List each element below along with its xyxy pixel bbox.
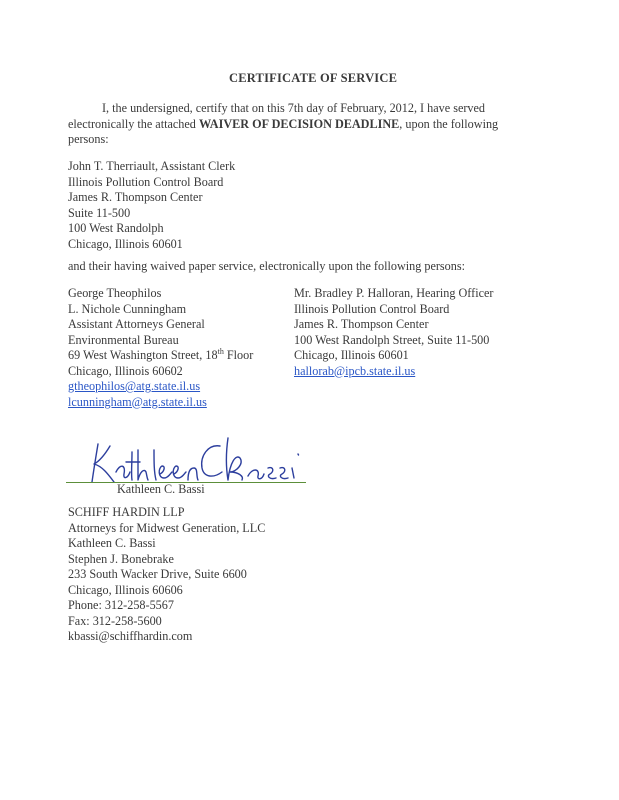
signatory-name: Kathleen C. Bassi (117, 482, 205, 496)
address-line: Illinois Pollution Control Board (68, 174, 224, 189)
recipient-line: 100 West Randolph Street, Suite 11-500 (294, 332, 490, 347)
recipient-line: L. Nichole Cunningham (68, 301, 187, 316)
firm-line: Chicago, Illinois 60606 (68, 582, 183, 597)
intro-line-1: I, the undersigned, certify that on this 7th day of February, 2012, I have served (102, 101, 486, 115)
firm-phone: Phone: 312-258-5567 (68, 598, 174, 612)
right-recipient-block (294, 286, 493, 379)
intro-line-3: persons: (68, 132, 109, 146)
intro-line-2-post: , upon the following (399, 116, 499, 131)
clerk-address-block (68, 159, 235, 252)
recipient-line: Illinois Pollution Control Board (294, 301, 450, 316)
waived-service-text: and their having waived paper service, electronically upon the following persons: (68, 259, 465, 273)
email-link-hallorab[interactable]: hallorab@ipcb.state.il.us (294, 363, 416, 378)
address-line: 100 West Randolph (68, 221, 164, 235)
firm-line: Stephen J. Bonebrake (68, 551, 174, 566)
certification-paragraph (68, 101, 548, 148)
recipient-line: Chicago, Illinois 60602 (68, 363, 183, 378)
firm-email: kbassi@schiffhardin.com (68, 629, 193, 643)
page-title: CERTIFICATE OF SERVICE (229, 71, 398, 85)
address-line: Suite 11-500 (68, 205, 131, 220)
firm-fax: Fax: 312-258-5600 (68, 613, 162, 628)
email-link-gtheophilos[interactable]: gtheophilos@atg.state.il.us (68, 379, 201, 393)
recipient-line: Mr. Bradley P. Halloran, Hearing Officer (294, 286, 494, 300)
recipient-line: James R. Thompson Center (294, 317, 429, 331)
recipient-street: 69 West Washington Street, 18th Floor (68, 346, 254, 362)
recipient-line: Chicago, Illinois 60601 (294, 348, 409, 362)
firm-line: Kathleen C. Bassi (68, 536, 156, 550)
document-name: WAIVER OF DECISION DEADLINE (198, 116, 400, 131)
firm-line: SCHIFF HARDIN LLP (68, 505, 185, 519)
firm-block (68, 505, 265, 645)
address-line: Chicago, Illinois 60601 (68, 236, 183, 251)
address-line: James R. Thompson Center (68, 190, 203, 204)
intro-line-2-pre: electronically the attached (68, 116, 199, 131)
recipient-line: Environmental Bureau (68, 332, 179, 347)
firm-line: Attorneys for Midwest Generation, LLC (68, 520, 266, 535)
left-recipient-block (68, 286, 253, 410)
firm-line: 233 South Wacker Drive, Suite 6600 (68, 567, 247, 581)
email-link-lcunningham[interactable]: lcunningham@atg.state.il.us (68, 394, 207, 409)
recipient-line: George Theophilos (68, 286, 162, 300)
recipient-line: Assistant Attorneys General (68, 317, 205, 331)
address-line: John T. Therriault, Assistant Clerk (68, 159, 236, 173)
